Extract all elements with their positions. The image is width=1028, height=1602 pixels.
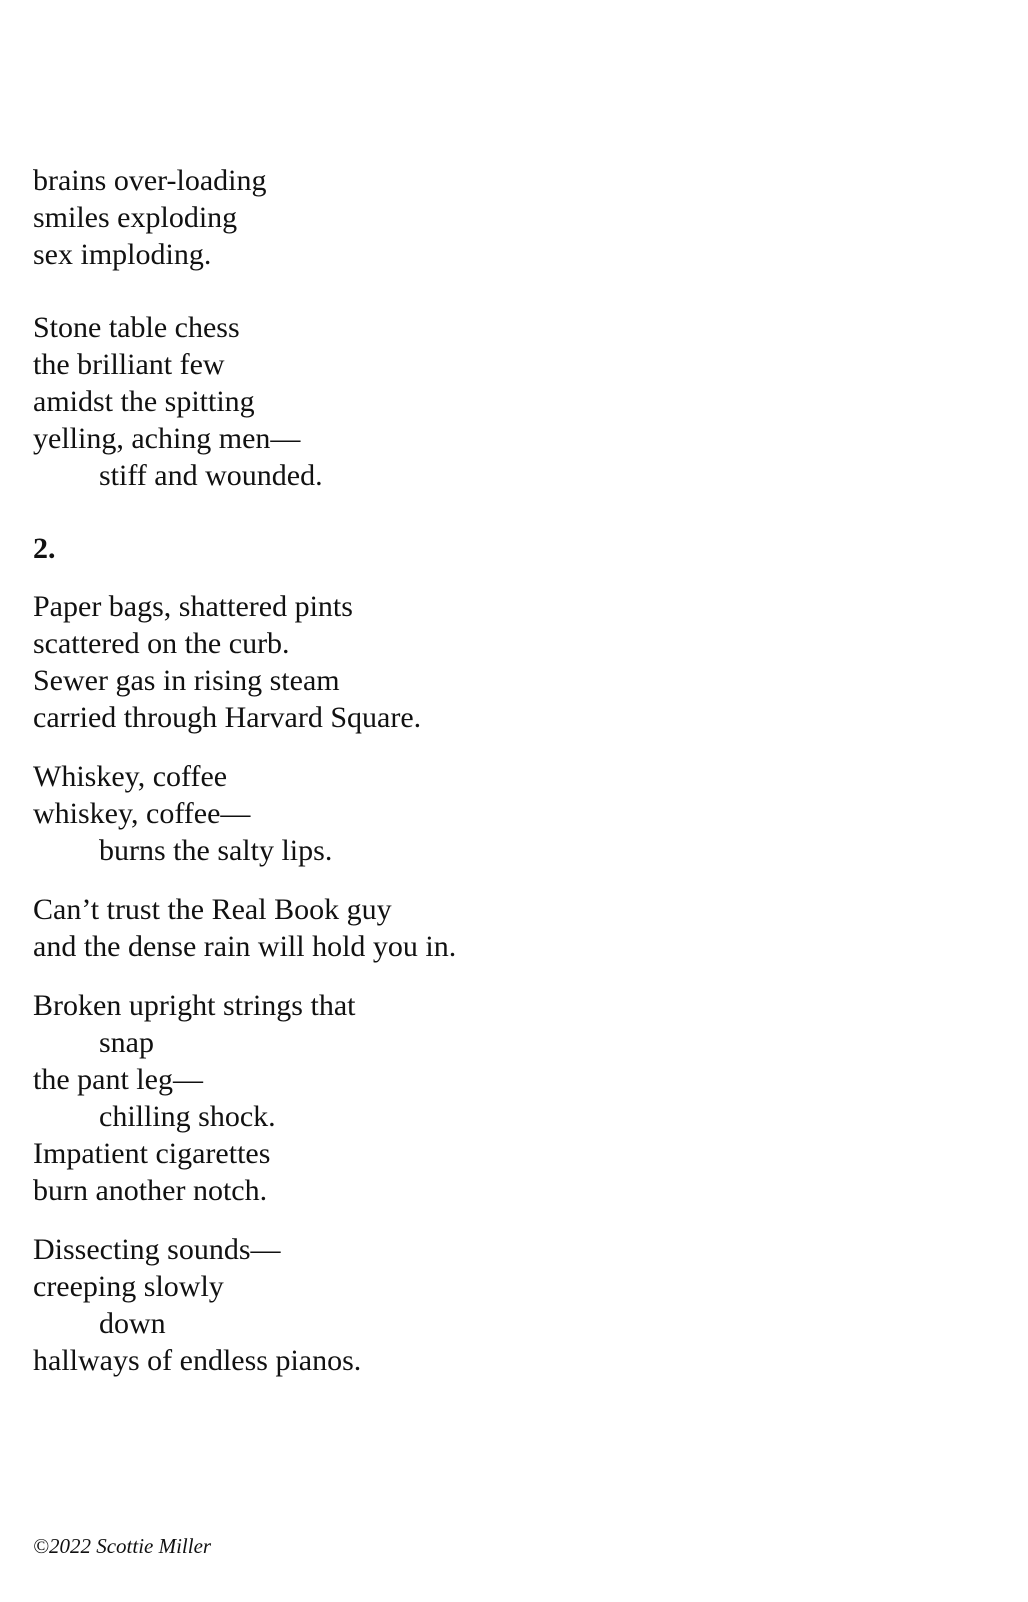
copyright-notice: ©2022 Scottie Miller (33, 1534, 212, 1558)
stanza-gap (33, 869, 933, 891)
poem-line: and the dense rain will hold you in. (33, 930, 457, 963)
poem-line: burn another notch. (33, 1174, 268, 1207)
stanza-2 (33, 309, 933, 494)
poem-line: the pant leg— (33, 1063, 203, 1096)
section-two-stanza-5 (33, 1231, 933, 1379)
stanza-gap (33, 1209, 933, 1231)
stanza-gap (33, 965, 933, 987)
poem-line: sex imploding. (33, 238, 212, 271)
poem-line: Broken upright strings that (33, 989, 356, 1022)
poem-line-indented: burns the salty lips. (99, 834, 333, 867)
poem-line: amidst the spitting (33, 385, 255, 418)
stanza-1 (33, 162, 933, 273)
section-two-stanza-3 (33, 891, 933, 965)
section-two-stanza-4 (33, 987, 933, 1209)
poem-line: Sewer gas in rising steam (33, 664, 340, 697)
poem-line: whiskey, coffee— (33, 797, 251, 830)
poem-line: Impatient cigarettes (33, 1137, 271, 1170)
poem-line: yelling, aching men— (33, 422, 301, 455)
poem-line-indented: down (99, 1307, 166, 1340)
poem-line: creeping slowly (33, 1270, 224, 1303)
poem-line: Whiskey, coffee (33, 760, 228, 793)
poem-line: Can’t trust the Real Book guy (33, 893, 392, 926)
poem-line: Stone table chess (33, 311, 240, 344)
poem-line-indented: snap (99, 1026, 154, 1059)
poem-line-indented: chilling shock. (99, 1100, 276, 1133)
poem-line: Dissecting sounds— (33, 1233, 281, 1266)
section-two-stanza-2 (33, 758, 933, 869)
section-number: 2. (33, 532, 56, 565)
poem-line-indented: stiff and wounded. (99, 459, 323, 492)
poem-line: the brilliant few (33, 348, 225, 381)
poem-line: hallways of endless pianos. (33, 1344, 362, 1377)
stanza-gap (33, 494, 933, 530)
poem-line: brains over-loading (33, 164, 267, 197)
poem-line: smiles exploding (33, 201, 238, 234)
poem-body (33, 162, 933, 1379)
stanza-gap (33, 736, 933, 758)
poem-line: carried through Harvard Square. (33, 701, 422, 734)
poem-line: Paper bags, shattered pints (33, 590, 353, 623)
section-two-stanza-1 (33, 588, 933, 736)
poem-line: scattered on the curb. (33, 627, 290, 660)
stanza-gap (33, 273, 933, 309)
stanza-gap (33, 567, 933, 588)
